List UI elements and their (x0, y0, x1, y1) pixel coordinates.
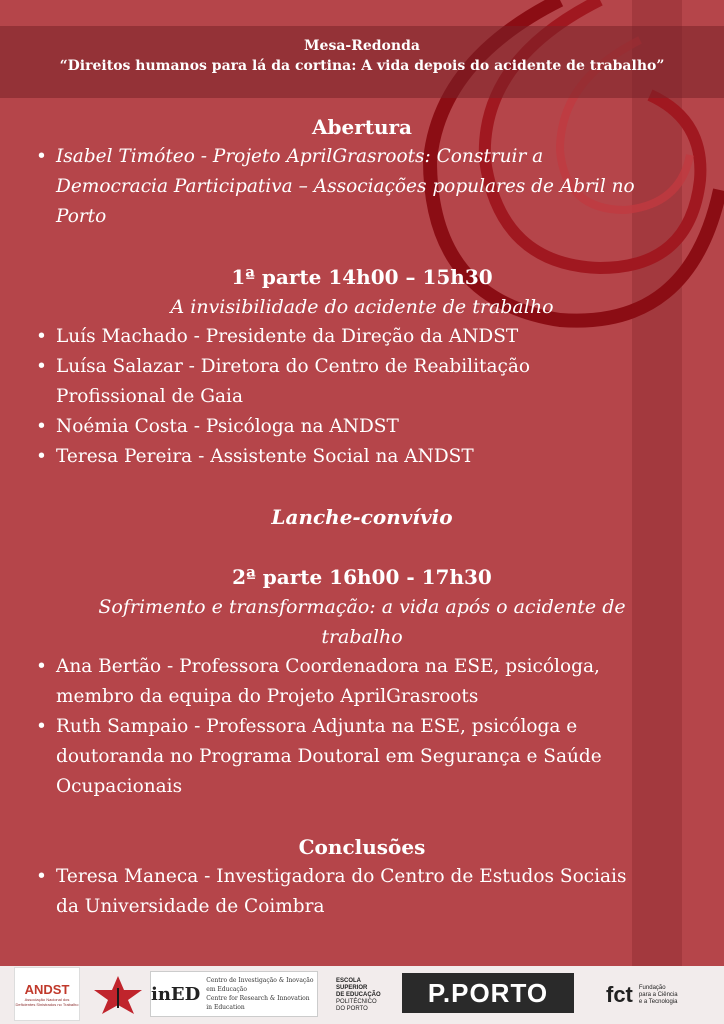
red-star-logo (92, 974, 144, 1016)
abertura-list (0, 142, 724, 232)
header-title: Mesa-Redonda (304, 38, 420, 54)
parte2-title: 2ª parte 16h00 - 17h30 (232, 565, 492, 589)
fct-logo: fct Fundação para a Ciência e a Tecnologia (606, 982, 678, 1007)
parte1-list (0, 322, 724, 472)
conclusoes-list (0, 862, 724, 922)
list-item: • Ruth Sampaio - Professora Adjunta na ESE, psicóloga e doutoranda no Programa Doutoral em Segurança e Saúde Ocupacionais (0, 712, 724, 802)
conclusoes-title: Conclusões (298, 835, 426, 859)
list-item: • Luís Machado - Presidente da Direção da ANDST (0, 322, 724, 352)
list-item: • Isabel Timóteo - Projeto AprilGrasroots: Construir a Democracia Participativa – Associações populares de Abril no Porto (0, 142, 724, 232)
parte1-title: 1ª parte 14h00 – 15h30 (231, 265, 493, 289)
parte2-subtitle: Sofrimento e transformação: a vida após o acidente de trabalho (98, 596, 626, 648)
list-item: • Luísa Salazar - Diretora do Centro de Reabilitação Profissional de Gaia (0, 352, 724, 412)
andst-logo: ANDST Associação Nacional dos Deficientes Sinistrados no Trabalho (14, 967, 80, 1021)
pporto-logo: P.PORTO (402, 973, 574, 1013)
header-bar (0, 26, 724, 98)
lanche-title: Lanche-convívio (271, 505, 453, 529)
program-content (0, 112, 724, 922)
parte1-subtitle: A invisibilidade do acidente de trabalho (170, 296, 554, 318)
abertura-title: Abertura (311, 115, 413, 139)
cied-logo: inED Centro de Investigação & Inovação em Educação Centre for Research & Innovation in Education (150, 971, 318, 1017)
list-item: • Noémia Costa - Psicóloga na ANDST (0, 412, 724, 442)
sponsor-footer (0, 966, 724, 1024)
list-item: • Ana Bertão - Professora Coordenadora na ESE, psicóloga, membro da equipa do Projeto AprilGrasroots (0, 652, 724, 712)
list-item: • Teresa Pereira - Assistente Social na ANDST (0, 442, 724, 472)
list-item: • Teresa Maneca - Investigadora do Centro de Estudos Sociais da Universidade de Coimbra (0, 862, 724, 922)
parte2-list (0, 652, 724, 802)
header-subtitle: “Direitos humanos para lá da cortina: A vida depois do acidente de trabalho” (59, 58, 665, 74)
ese-logo: ESCOLA SUPERIOR DE EDUCAÇÃO POLITÉCNICO DO PORTO (336, 977, 381, 1012)
